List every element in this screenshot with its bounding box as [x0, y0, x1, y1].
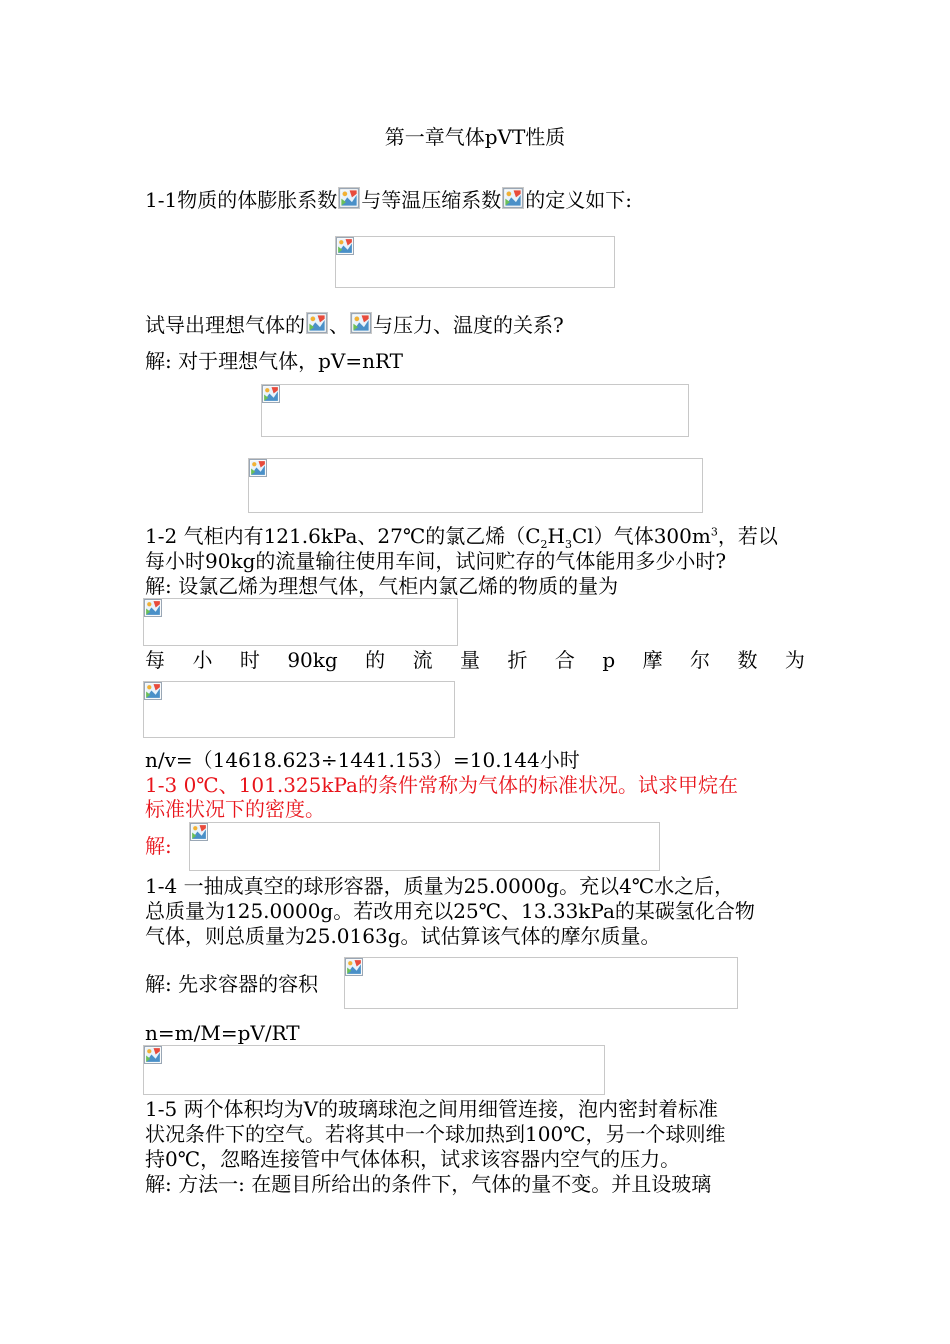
text-run: 的定义如下:	[525, 188, 632, 212]
broken-image-icon	[502, 187, 524, 209]
solution-1-4-label: 解: 先求容器的容积	[145, 972, 319, 996]
text-run: ，若以	[717, 524, 778, 548]
word: 量	[460, 648, 480, 672]
text-run: Cl）气体300m	[572, 524, 711, 548]
subscript: 2	[540, 538, 548, 551]
broken-image-icon	[338, 187, 360, 209]
problem-1-5-line-3: 持0℃，忽略连接管中气体体积，试求该容器内空气的压力。	[145, 1147, 681, 1171]
problem-1-5-line-2: 状况条件下的空气。若将其中一个球加热到100℃，另一个球则维	[145, 1122, 726, 1146]
subscript: 3	[565, 538, 572, 551]
problem-1-4-line-2: 总质量为125.0000g。若改用充以25℃、13.33kPa的某碳氢化合物	[145, 899, 755, 923]
problem-1-1-text	[145, 187, 632, 212]
text-run: 、	[329, 313, 349, 337]
broken-image-icon	[144, 599, 162, 617]
solution-1-2: 解: 设氯乙烯为理想气体，气柜内氯乙烯的物质的量为	[145, 574, 619, 598]
problem-1-3-line-2: 标准状况下的密度。	[145, 797, 325, 821]
word: 数	[737, 648, 758, 672]
word: 小	[192, 648, 213, 672]
equation-image-alpha	[261, 384, 689, 437]
equation-image-volume	[344, 957, 738, 1009]
word: 90kg	[287, 648, 338, 672]
broken-image-icon	[306, 312, 328, 334]
broken-image-icon	[190, 823, 208, 841]
result-1-2: n/v=（14618.623÷1441.153）=10.144小时	[145, 748, 580, 772]
broken-image-icon	[144, 1046, 162, 1064]
word: 的	[365, 648, 386, 672]
text-run: 1-1物质的体膨胀系数	[145, 188, 338, 212]
problem-1-3-line-1: 1-3 0℃、101.325kPa的条件常称为气体的标准状况。试求甲烷在	[145, 773, 738, 797]
equation-image-definitions	[335, 236, 615, 288]
text-run: 与等温压缩系数	[361, 188, 502, 212]
broken-image-icon	[350, 312, 372, 334]
page-title: 第一章气体pVT性质	[384, 125, 566, 149]
broken-image-icon	[262, 385, 280, 403]
broken-image-icon	[336, 237, 354, 255]
solution-1-3-label: 解:	[145, 834, 172, 858]
word: 尔	[690, 648, 710, 672]
equation-image-density	[189, 822, 660, 871]
broken-image-icon	[249, 459, 267, 477]
word: 每	[145, 648, 165, 672]
text-run: 试导出理想气体的	[145, 313, 305, 337]
broken-image-icon	[144, 682, 162, 700]
word: 时	[239, 648, 260, 672]
equation-image-kappa	[248, 458, 703, 513]
text-run: 与压力、温度的关系?	[373, 313, 564, 337]
word: 摩	[642, 648, 663, 672]
problem-1-4-line-3: 气体，则总质量为25.0163g。试估算该气体的摩尔质量。	[145, 924, 661, 948]
superscript: 3	[710, 525, 718, 539]
broken-image-icon	[345, 958, 363, 976]
problem-1-2-line-2: 每小时90kg的流量输往使用车间，试问贮存的气体能用多少小时?	[145, 549, 727, 573]
problem-1-5-line-1: 1-5 两个体积均为V的玻璃球泡之间用细管连接，泡内密封着标准	[145, 1097, 719, 1121]
equation-text-1-4: n=m/M=pV/RT	[145, 1021, 300, 1045]
word: p	[602, 648, 616, 672]
equation-image-flow	[143, 681, 455, 738]
text-run: H	[547, 524, 565, 548]
word: 为	[784, 648, 805, 672]
text-run: 1-2 气柜内有121.6kPa、27℃的氯乙烯（C	[145, 524, 541, 548]
problem-1-1-question	[145, 312, 564, 337]
equation-image-molar-mass	[143, 1045, 605, 1095]
word: 流	[412, 648, 433, 672]
problem-1-2-line-1	[145, 524, 778, 551]
solution-1-5-line-1: 解: 方法一: 在题目所给出的条件下，气体的量不变。并且设玻璃	[145, 1172, 712, 1196]
word: 合	[554, 648, 575, 672]
solution-1-1: 解: 对于理想气体，pV=nRT	[145, 349, 404, 373]
word: 折	[507, 648, 528, 672]
equation-image-moles	[143, 598, 458, 646]
flow-rate-line	[145, 648, 805, 672]
problem-1-4-line-1: 1-4 一抽成真空的球形容器，质量为25.0000g。充以4℃水之后，	[145, 874, 735, 898]
